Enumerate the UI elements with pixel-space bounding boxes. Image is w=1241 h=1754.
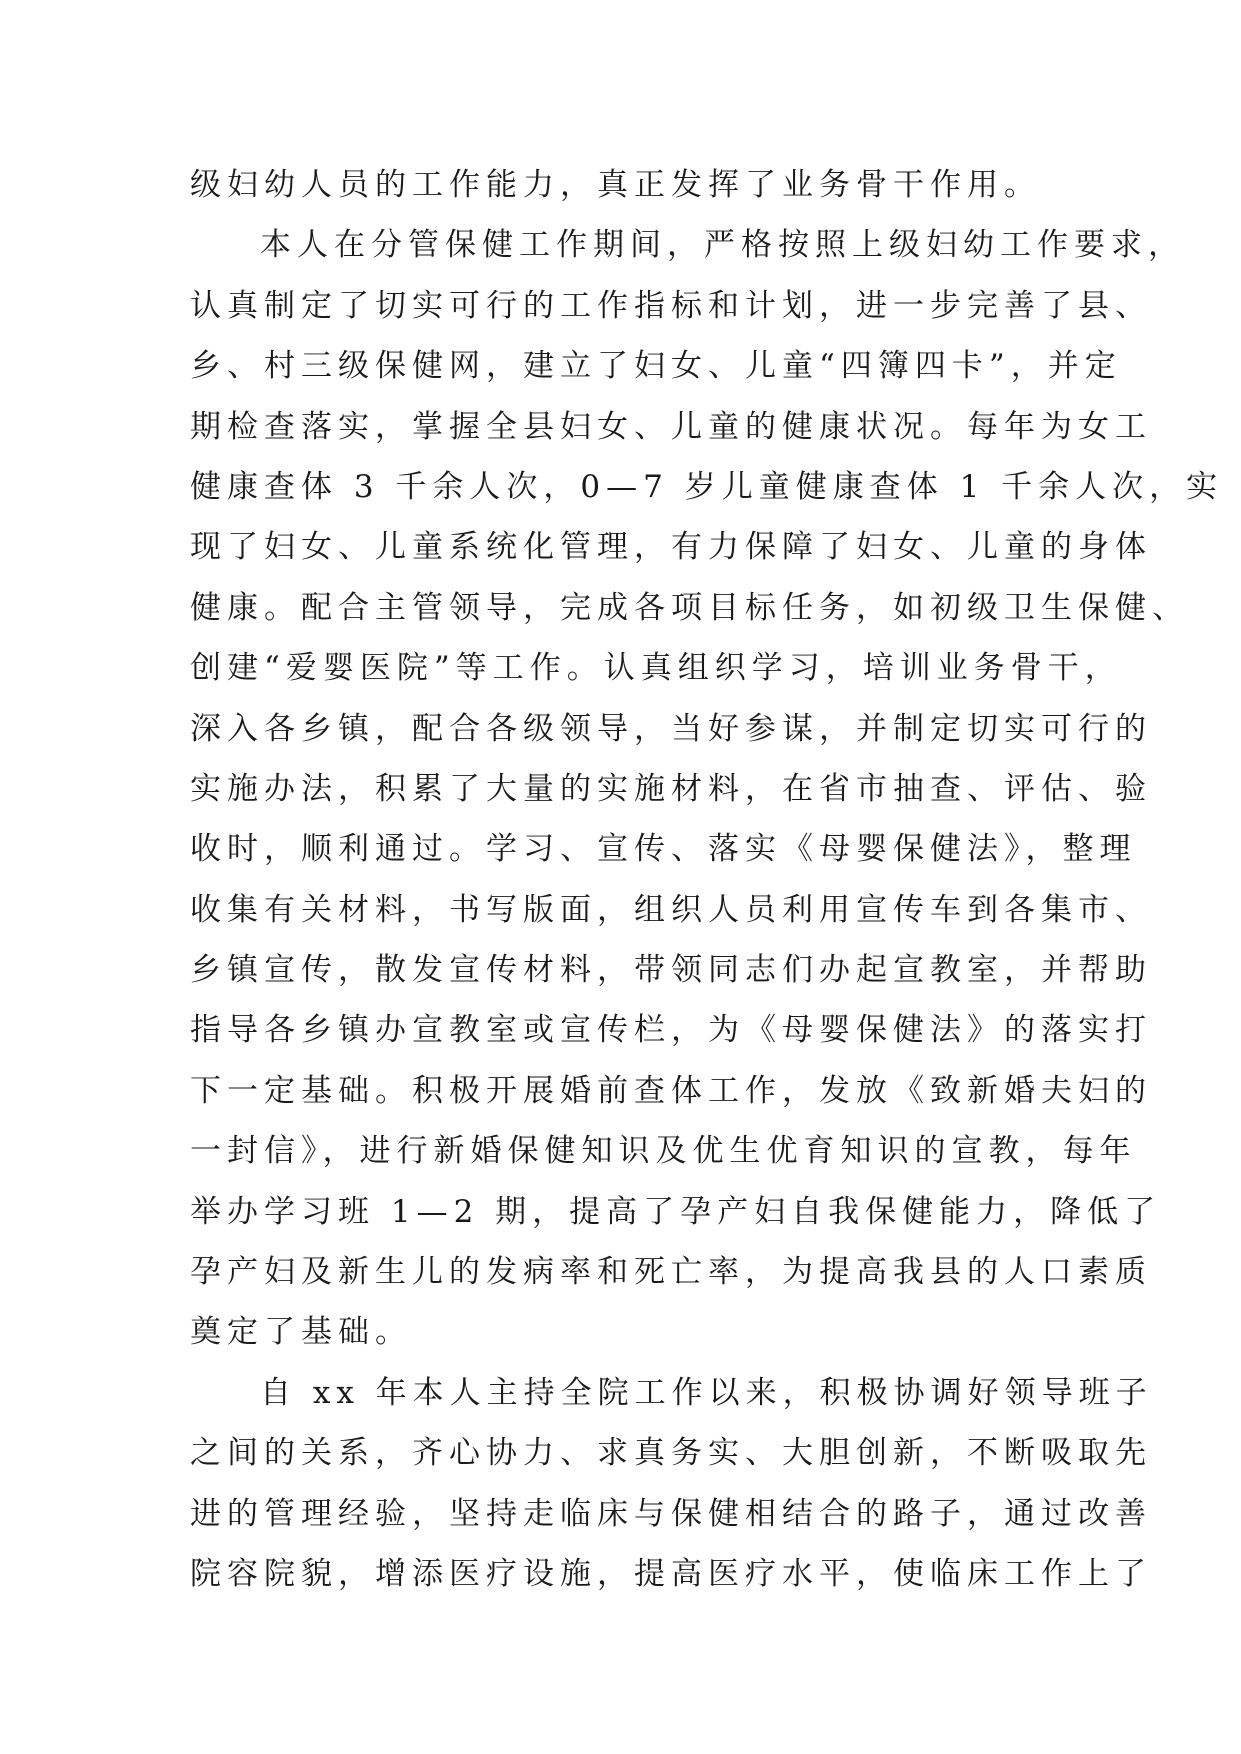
text-line: 实施办法，积累了大量的实施材料，在省市抽查、评估、验: [190, 770, 1152, 807]
text-line: 孕产妇及新生儿的发病率和死亡率，为提高我县的人口素质: [190, 1254, 1152, 1291]
text-line: 深入各乡镇，配合各级领导，当好参谋，并制定切实可行的: [190, 710, 1152, 747]
text-line: 指导各乡镇办宣教室或宣传栏，为《母婴保健法》的落实打: [190, 1012, 1152, 1049]
text-line: 举办学习班 1—2 期，提高了孕产妇自我保健能力，降低了: [190, 1193, 1162, 1230]
text-line: 健康查体 3 千余人次，0—7 岁儿童健康查体 1 千余人次，实: [190, 468, 1224, 505]
text-line: 创建“爱婴医院”等工作。认真组织学习，培训业务骨干，: [190, 650, 1122, 687]
text-line: 院容院貌，增添医疗设施，提高医疗水平，使临床工作上了: [190, 1555, 1152, 1592]
text-line: 下一定基础。积极开展婚前查体工作，发放《致新婚夫妇的: [190, 1072, 1152, 1109]
text-line: 级妇幼人员的工作能力，真正发挥了业务骨干作用。: [190, 167, 1041, 203]
paragraph-first-line: 本人在分管保健工作期间，严格按照上级妇幼工作要求，: [260, 227, 1185, 264]
text-line: 期检查落实，掌握全县妇女、儿童的健康状况。每年为女工: [190, 408, 1152, 445]
text-line: 乡镇宣传，散发宣传材料，带领同志们办起宣教室，并帮助: [190, 952, 1152, 989]
document-body: [190, 155, 1224, 1604]
text-line: 进的管理经验，坚持走临床与保健相结合的路子，通过改善: [190, 1495, 1152, 1532]
text-line: 健康。配合主管领导，完成各项目标任务，如初级卫生保健、: [190, 589, 1189, 626]
text-line: 收时，顺利通过。学习、宣传、落实《母婴保健法》，整理: [190, 831, 1137, 868]
text-line: 现了妇女、儿童系统化管理，有力保障了妇女、儿童的身体: [190, 529, 1152, 566]
text-line: 奠定了基础。: [190, 1314, 412, 1351]
text-line: 之间的关系，齐心协力、求真务实、大胆创新，不断吸取先: [190, 1435, 1152, 1472]
text-line: 乡、村三级保健网，建立了妇女、儿童“四簿四卡”，并定: [190, 348, 1122, 385]
paragraph-first-line: 自 xx 年本人主持全院工作以来，积极协调好领导班子: [260, 1374, 1153, 1411]
text-line: 认真制定了切实可行的工作指标和计划，进一步完善了县、: [190, 287, 1152, 324]
text-line: 收集有关材料，书写版面，组织人员利用宣传车到各集市、: [190, 891, 1152, 928]
text-line: 一封信》，进行新婚保健知识及优生优育知识的宣教，每年: [190, 1133, 1137, 1170]
